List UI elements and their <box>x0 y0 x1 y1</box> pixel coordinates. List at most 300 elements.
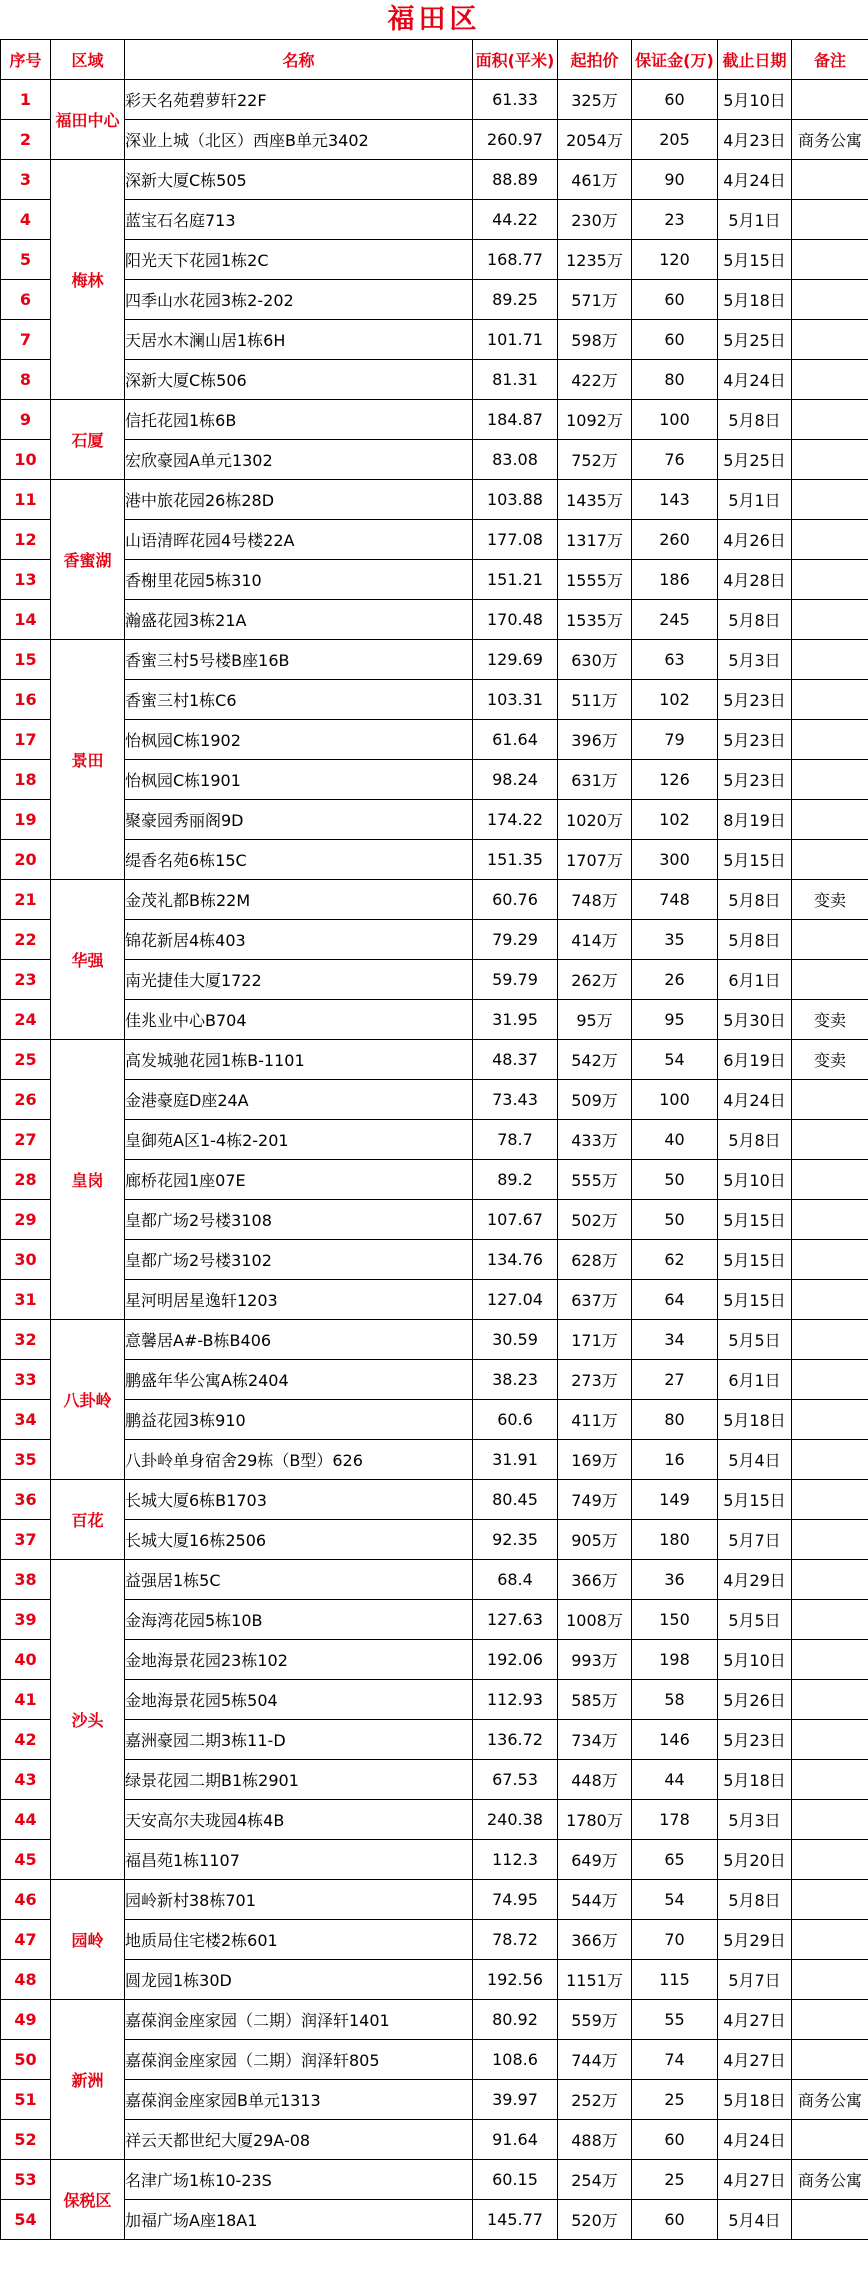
cell-size: 44.22 <box>473 200 558 240</box>
cell-price: 1780万 <box>558 1800 632 1840</box>
table-row <box>1 1960 868 2000</box>
cell-deposit: 79 <box>632 720 718 760</box>
cell-area: 八卦岭 <box>51 1320 125 1480</box>
cell-note <box>792 160 868 200</box>
table-row <box>1 1280 868 1320</box>
table-row <box>1 1440 868 1480</box>
cell-area: 华强 <box>51 880 125 1040</box>
cell-price: 502万 <box>558 1200 632 1240</box>
table-row <box>1 280 868 320</box>
cell-note <box>792 1920 868 1960</box>
cell-no: 33 <box>1 1360 51 1400</box>
cell-date: 6月19日 <box>718 1040 792 1080</box>
cell-no: 1 <box>1 80 51 120</box>
cell-size: 151.35 <box>473 840 558 880</box>
cell-price: 630万 <box>558 640 632 680</box>
cell-size: 170.48 <box>473 600 558 640</box>
cell-date: 5月7日 <box>718 1520 792 1560</box>
cell-deposit: 260 <box>632 520 718 560</box>
cell-no: 48 <box>1 1960 51 2000</box>
table-row <box>1 2160 868 2200</box>
col-header-note: 备注 <box>792 40 868 80</box>
cell-note <box>792 1440 868 1480</box>
cell-size: 67.53 <box>473 1760 558 1800</box>
cell-deposit: 149 <box>632 1480 718 1520</box>
cell-size: 177.08 <box>473 520 558 560</box>
table-row <box>1 760 868 800</box>
cell-name: 祥云天都世纪大厦29A-08 <box>125 2120 473 2160</box>
cell-no: 3 <box>1 160 51 200</box>
cell-name: 嘉葆润金座家园B单元1313 <box>125 2080 473 2120</box>
cell-deposit: 60 <box>632 2120 718 2160</box>
cell-name: 鹏盛年华公寓A栋2404 <box>125 1360 473 1400</box>
page-title: 福田区 <box>387 4 481 35</box>
cell-no: 39 <box>1 1600 51 1640</box>
cell-no: 22 <box>1 920 51 960</box>
cell-date: 4月29日 <box>718 1560 792 1600</box>
cell-size: 39.97 <box>473 2080 558 2120</box>
cell-no: 30 <box>1 1240 51 1280</box>
cell-no: 19 <box>1 800 51 840</box>
cell-deposit: 60 <box>632 320 718 360</box>
cell-name: 聚豪园秀丽阁9D <box>125 800 473 840</box>
cell-date: 5月8日 <box>718 600 792 640</box>
cell-deposit: 54 <box>632 1040 718 1080</box>
cell-price: 752万 <box>558 440 632 480</box>
cell-note: 变卖 <box>792 1000 868 1040</box>
cell-name: 天安高尔夫珑园4栋4B <box>125 1800 473 1840</box>
cell-no: 45 <box>1 1840 51 1880</box>
cell-name: 香榭里花园5栋310 <box>125 560 473 600</box>
cell-name: 蓝宝石名庭713 <box>125 200 473 240</box>
table-row <box>1 840 868 880</box>
cell-note <box>792 640 868 680</box>
table-body <box>1 80 868 2240</box>
cell-size: 88.89 <box>473 160 558 200</box>
cell-name: 鹏益花园3栋910 <box>125 1400 473 1440</box>
cell-deposit: 180 <box>632 1520 718 1560</box>
table-row <box>1 2200 868 2240</box>
cell-date: 5月7日 <box>718 1960 792 2000</box>
cell-deposit: 300 <box>632 840 718 880</box>
cell-note <box>792 1520 868 1560</box>
cell-no: 12 <box>1 520 51 560</box>
cell-price: 993万 <box>558 1640 632 1680</box>
cell-note <box>792 480 868 520</box>
cell-size: 31.95 <box>473 1000 558 1040</box>
cell-note <box>792 1960 868 2000</box>
cell-price: 1535万 <box>558 600 632 640</box>
cell-deposit: 16 <box>632 1440 718 1480</box>
cell-deposit: 102 <box>632 800 718 840</box>
cell-price: 461万 <box>558 160 632 200</box>
cell-note: 变卖 <box>792 880 868 920</box>
cell-date: 5月23日 <box>718 760 792 800</box>
cell-name: 金港豪庭D座24A <box>125 1080 473 1120</box>
cell-note <box>792 80 868 120</box>
col-header-deposit: 保证金(万) <box>632 40 718 80</box>
cell-price: 1151万 <box>558 1960 632 2000</box>
cell-name: 加福广场A座18A1 <box>125 2200 473 2240</box>
cell-name: 香蜜三村5号楼B座16B <box>125 640 473 680</box>
table-row <box>1 1680 868 1720</box>
cell-deposit: 150 <box>632 1600 718 1640</box>
cell-deposit: 95 <box>632 1000 718 1040</box>
cell-size: 68.4 <box>473 1560 558 1600</box>
cell-deposit: 198 <box>632 1640 718 1680</box>
cell-price: 1092万 <box>558 400 632 440</box>
cell-price: 1008万 <box>558 1600 632 1640</box>
cell-size: 134.76 <box>473 1240 558 1280</box>
cell-no: 49 <box>1 2000 51 2040</box>
cell-size: 184.87 <box>473 400 558 440</box>
cell-date: 5月10日 <box>718 1640 792 1680</box>
cell-deposit: 126 <box>632 760 718 800</box>
cell-name: 金地海景花园23栋102 <box>125 1640 473 1680</box>
header-row <box>1 40 868 80</box>
cell-size: 80.45 <box>473 1480 558 1520</box>
table-row <box>1 480 868 520</box>
table-row <box>1 800 868 840</box>
table-row <box>1 640 868 680</box>
table-row <box>1 1160 868 1200</box>
cell-deposit: 40 <box>632 1120 718 1160</box>
cell-area: 沙头 <box>51 1560 125 1880</box>
cell-no: 34 <box>1 1400 51 1440</box>
cell-deposit: 90 <box>632 160 718 200</box>
cell-size: 60.76 <box>473 880 558 920</box>
table-row <box>1 400 868 440</box>
cell-note <box>792 840 868 880</box>
table-row <box>1 1840 868 1880</box>
cell-size: 60.6 <box>473 1400 558 1440</box>
cell-note <box>792 2200 868 2240</box>
cell-name: 四季山水花园3栋2-202 <box>125 280 473 320</box>
table-row <box>1 1400 868 1440</box>
cell-deposit: 36 <box>632 1560 718 1600</box>
cell-date: 5月4日 <box>718 1440 792 1480</box>
cell-date: 5月3日 <box>718 640 792 680</box>
cell-price: 1235万 <box>558 240 632 280</box>
cell-name: 长城大厦6栋B1703 <box>125 1480 473 1520</box>
cell-date: 5月23日 <box>718 680 792 720</box>
table-row <box>1 1720 868 1760</box>
cell-deposit: 178 <box>632 1800 718 1840</box>
cell-size: 240.38 <box>473 1800 558 1840</box>
cell-name: 皇御苑A区1-4栋2-201 <box>125 1120 473 1160</box>
table-row <box>1 960 868 1000</box>
cell-name: 锦花新居4栋403 <box>125 920 473 960</box>
cell-date: 6月1日 <box>718 960 792 1000</box>
table-row <box>1 1760 868 1800</box>
cell-size: 81.31 <box>473 360 558 400</box>
cell-size: 103.88 <box>473 480 558 520</box>
cell-deposit: 748 <box>632 880 718 920</box>
cell-price: 414万 <box>558 920 632 960</box>
table-row <box>1 520 868 560</box>
col-header-size: 面积(平米) <box>473 40 558 80</box>
cell-deposit: 34 <box>632 1320 718 1360</box>
cell-no: 21 <box>1 880 51 920</box>
cell-no: 7 <box>1 320 51 360</box>
cell-name: 名津广场1栋10-23S <box>125 2160 473 2200</box>
cell-no: 17 <box>1 720 51 760</box>
table-row <box>1 1520 868 1560</box>
cell-deposit: 76 <box>632 440 718 480</box>
cell-price: 1020万 <box>558 800 632 840</box>
cell-size: 108.6 <box>473 2040 558 2080</box>
cell-date: 5月3日 <box>718 1800 792 1840</box>
cell-date: 5月5日 <box>718 1320 792 1360</box>
cell-date: 8月19日 <box>718 800 792 840</box>
cell-date: 5月23日 <box>718 720 792 760</box>
cell-no: 16 <box>1 680 51 720</box>
cell-date: 5月15日 <box>718 840 792 880</box>
cell-name: 皇都广场2号楼3108 <box>125 1200 473 1240</box>
cell-deposit: 64 <box>632 1280 718 1320</box>
cell-size: 192.56 <box>473 1960 558 2000</box>
cell-price: 1435万 <box>558 480 632 520</box>
cell-price: 1707万 <box>558 840 632 880</box>
cell-deposit: 115 <box>632 1960 718 2000</box>
cell-no: 54 <box>1 2200 51 2240</box>
cell-no: 11 <box>1 480 51 520</box>
cell-deposit: 35 <box>632 920 718 960</box>
table-row <box>1 560 868 600</box>
col-header-name: 名称 <box>125 40 473 80</box>
cell-name: 八卦岭单身宿舍29栋（B型）626 <box>125 1440 473 1480</box>
cell-size: 151.21 <box>473 560 558 600</box>
table-row <box>1 1880 868 1920</box>
cell-note <box>792 760 868 800</box>
cell-size: 78.72 <box>473 1920 558 1960</box>
cell-size: 31.91 <box>473 1440 558 1480</box>
cell-deposit: 50 <box>632 1160 718 1200</box>
cell-note <box>792 1200 868 1240</box>
table-row <box>1 1200 868 1240</box>
cell-date: 4月27日 <box>718 2160 792 2200</box>
cell-size: 91.64 <box>473 2120 558 2160</box>
cell-no: 51 <box>1 2080 51 2120</box>
cell-size: 83.08 <box>473 440 558 480</box>
cell-date: 5月30日 <box>718 1000 792 1040</box>
cell-area: 百花 <box>51 1480 125 1560</box>
cell-price: 628万 <box>558 1240 632 1280</box>
col-header-date: 截止日期 <box>718 40 792 80</box>
cell-note <box>792 280 868 320</box>
table-row <box>1 1480 868 1520</box>
cell-no: 32 <box>1 1320 51 1360</box>
cell-deposit: 120 <box>632 240 718 280</box>
cell-deposit: 74 <box>632 2040 718 2080</box>
cell-name: 园岭新村38栋701 <box>125 1880 473 1920</box>
cell-size: 145.77 <box>473 2200 558 2240</box>
table-row <box>1 1080 868 1120</box>
cell-date: 5月1日 <box>718 480 792 520</box>
table-row <box>1 2120 868 2160</box>
cell-price: 411万 <box>558 1400 632 1440</box>
cell-area: 福田中心 <box>51 80 125 160</box>
cell-size: 79.29 <box>473 920 558 960</box>
table-row <box>1 120 868 160</box>
table-row <box>1 1360 868 1400</box>
table-row <box>1 880 868 920</box>
cell-no: 42 <box>1 1720 51 1760</box>
cell-date: 5月8日 <box>718 920 792 960</box>
cell-price: 520万 <box>558 2200 632 2240</box>
cell-size: 61.33 <box>473 80 558 120</box>
cell-price: 366万 <box>558 1560 632 1600</box>
cell-size: 98.24 <box>473 760 558 800</box>
cell-price: 1555万 <box>558 560 632 600</box>
cell-no: 37 <box>1 1520 51 1560</box>
cell-price: 509万 <box>558 1080 632 1120</box>
cell-date: 4月24日 <box>718 2120 792 2160</box>
cell-date: 5月15日 <box>718 1280 792 1320</box>
cell-date: 5月18日 <box>718 2080 792 2120</box>
cell-no: 29 <box>1 1200 51 1240</box>
cell-date: 4月28日 <box>718 560 792 600</box>
cell-no: 14 <box>1 600 51 640</box>
cell-deposit: 54 <box>632 1880 718 1920</box>
cell-no: 43 <box>1 1760 51 1800</box>
cell-note <box>792 1320 868 1360</box>
cell-deposit: 27 <box>632 1360 718 1400</box>
cell-name: 绿景花园二期B1栋2901 <box>125 1760 473 1800</box>
cell-size: 92.35 <box>473 1520 558 1560</box>
cell-note <box>792 560 868 600</box>
table-row <box>1 2080 868 2120</box>
table-row <box>1 160 868 200</box>
cell-size: 89.25 <box>473 280 558 320</box>
cell-note <box>792 1720 868 1760</box>
cell-area: 园岭 <box>51 1880 125 2000</box>
cell-note <box>792 2000 868 2040</box>
cell-size: 129.69 <box>473 640 558 680</box>
cell-note <box>792 1120 868 1160</box>
cell-date: 5月1日 <box>718 200 792 240</box>
cell-note <box>792 720 868 760</box>
cell-date: 5月15日 <box>718 1240 792 1280</box>
cell-note <box>792 440 868 480</box>
cell-no: 9 <box>1 400 51 440</box>
cell-price: 544万 <box>558 1880 632 1920</box>
col-header-price: 起拍价 <box>558 40 632 80</box>
cell-note <box>792 1480 868 1520</box>
table-row <box>1 440 868 480</box>
cell-note <box>792 1760 868 1800</box>
cell-deposit: 146 <box>632 1720 718 1760</box>
cell-note <box>792 1600 868 1640</box>
cell-note <box>792 1560 868 1600</box>
cell-date: 4月24日 <box>718 1080 792 1120</box>
cell-name: 山语清晖花园4号楼22A <box>125 520 473 560</box>
cell-date: 5月10日 <box>718 80 792 120</box>
cell-date: 5月5日 <box>718 1600 792 1640</box>
cell-name: 星河明居星逸轩1203 <box>125 1280 473 1320</box>
cell-price: 433万 <box>558 1120 632 1160</box>
cell-name: 廊桥花园1座07E <box>125 1160 473 1200</box>
cell-no: 5 <box>1 240 51 280</box>
cell-price: 734万 <box>558 1720 632 1760</box>
cell-area: 保税区 <box>51 2160 125 2240</box>
cell-name: 嘉葆润金座家园（二期）润泽轩805 <box>125 2040 473 2080</box>
cell-date: 5月18日 <box>718 1400 792 1440</box>
cell-size: 107.67 <box>473 1200 558 1240</box>
table-row <box>1 320 868 360</box>
cell-name: 天居水木澜山居1栋6H <box>125 320 473 360</box>
cell-price: 511万 <box>558 680 632 720</box>
cell-no: 2 <box>1 120 51 160</box>
cell-size: 103.31 <box>473 680 558 720</box>
table-row <box>1 920 868 960</box>
cell-no: 40 <box>1 1640 51 1680</box>
cell-date: 4月23日 <box>718 120 792 160</box>
cell-name: 金海湾花园5栋10B <box>125 1600 473 1640</box>
cell-note <box>792 1400 868 1440</box>
cell-price: 749万 <box>558 1480 632 1520</box>
col-header-no: 序号 <box>1 40 51 80</box>
cell-area: 皇岗 <box>51 1040 125 1320</box>
cell-size: 101.71 <box>473 320 558 360</box>
table-row <box>1 1640 868 1680</box>
cell-no: 18 <box>1 760 51 800</box>
cell-price: 637万 <box>558 1280 632 1320</box>
cell-date: 5月15日 <box>718 240 792 280</box>
cell-name: 深新大厦C栋506 <box>125 360 473 400</box>
cell-deposit: 63 <box>632 640 718 680</box>
cell-date: 4月24日 <box>718 160 792 200</box>
cell-size: 192.06 <box>473 1640 558 1680</box>
cell-no: 31 <box>1 1280 51 1320</box>
cell-size: 30.59 <box>473 1320 558 1360</box>
cell-note <box>792 920 868 960</box>
cell-deposit: 25 <box>632 2160 718 2200</box>
cell-deposit: 143 <box>632 480 718 520</box>
cell-date: 5月18日 <box>718 280 792 320</box>
cell-no: 23 <box>1 960 51 1000</box>
cell-price: 744万 <box>558 2040 632 2080</box>
cell-size: 127.04 <box>473 1280 558 1320</box>
cell-note <box>792 1240 868 1280</box>
cell-no: 46 <box>1 1880 51 1920</box>
cell-price: 488万 <box>558 2120 632 2160</box>
cell-deposit: 186 <box>632 560 718 600</box>
cell-note <box>792 1080 868 1120</box>
cell-date: 5月15日 <box>718 1480 792 1520</box>
cell-name: 怡枫园C栋1901 <box>125 760 473 800</box>
cell-area: 石厦 <box>51 400 125 480</box>
table-row <box>1 680 868 720</box>
cell-size: 61.64 <box>473 720 558 760</box>
cell-note <box>792 2040 868 2080</box>
cell-name: 地质局住宅楼2栋601 <box>125 1920 473 1960</box>
cell-name: 皇都广场2号楼3102 <box>125 1240 473 1280</box>
cell-date: 4月27日 <box>718 2040 792 2080</box>
cell-name: 益强居1栋5C <box>125 1560 473 1600</box>
cell-no: 27 <box>1 1120 51 1160</box>
cell-no: 10 <box>1 440 51 480</box>
cell-size: 168.77 <box>473 240 558 280</box>
cell-name: 港中旅花园26栋28D <box>125 480 473 520</box>
cell-note <box>792 320 868 360</box>
cell-date: 5月15日 <box>718 1200 792 1240</box>
cell-no: 44 <box>1 1800 51 1840</box>
cell-price: 396万 <box>558 720 632 760</box>
cell-no: 47 <box>1 1920 51 1960</box>
cell-price: 325万 <box>558 80 632 120</box>
cell-no: 36 <box>1 1480 51 1520</box>
